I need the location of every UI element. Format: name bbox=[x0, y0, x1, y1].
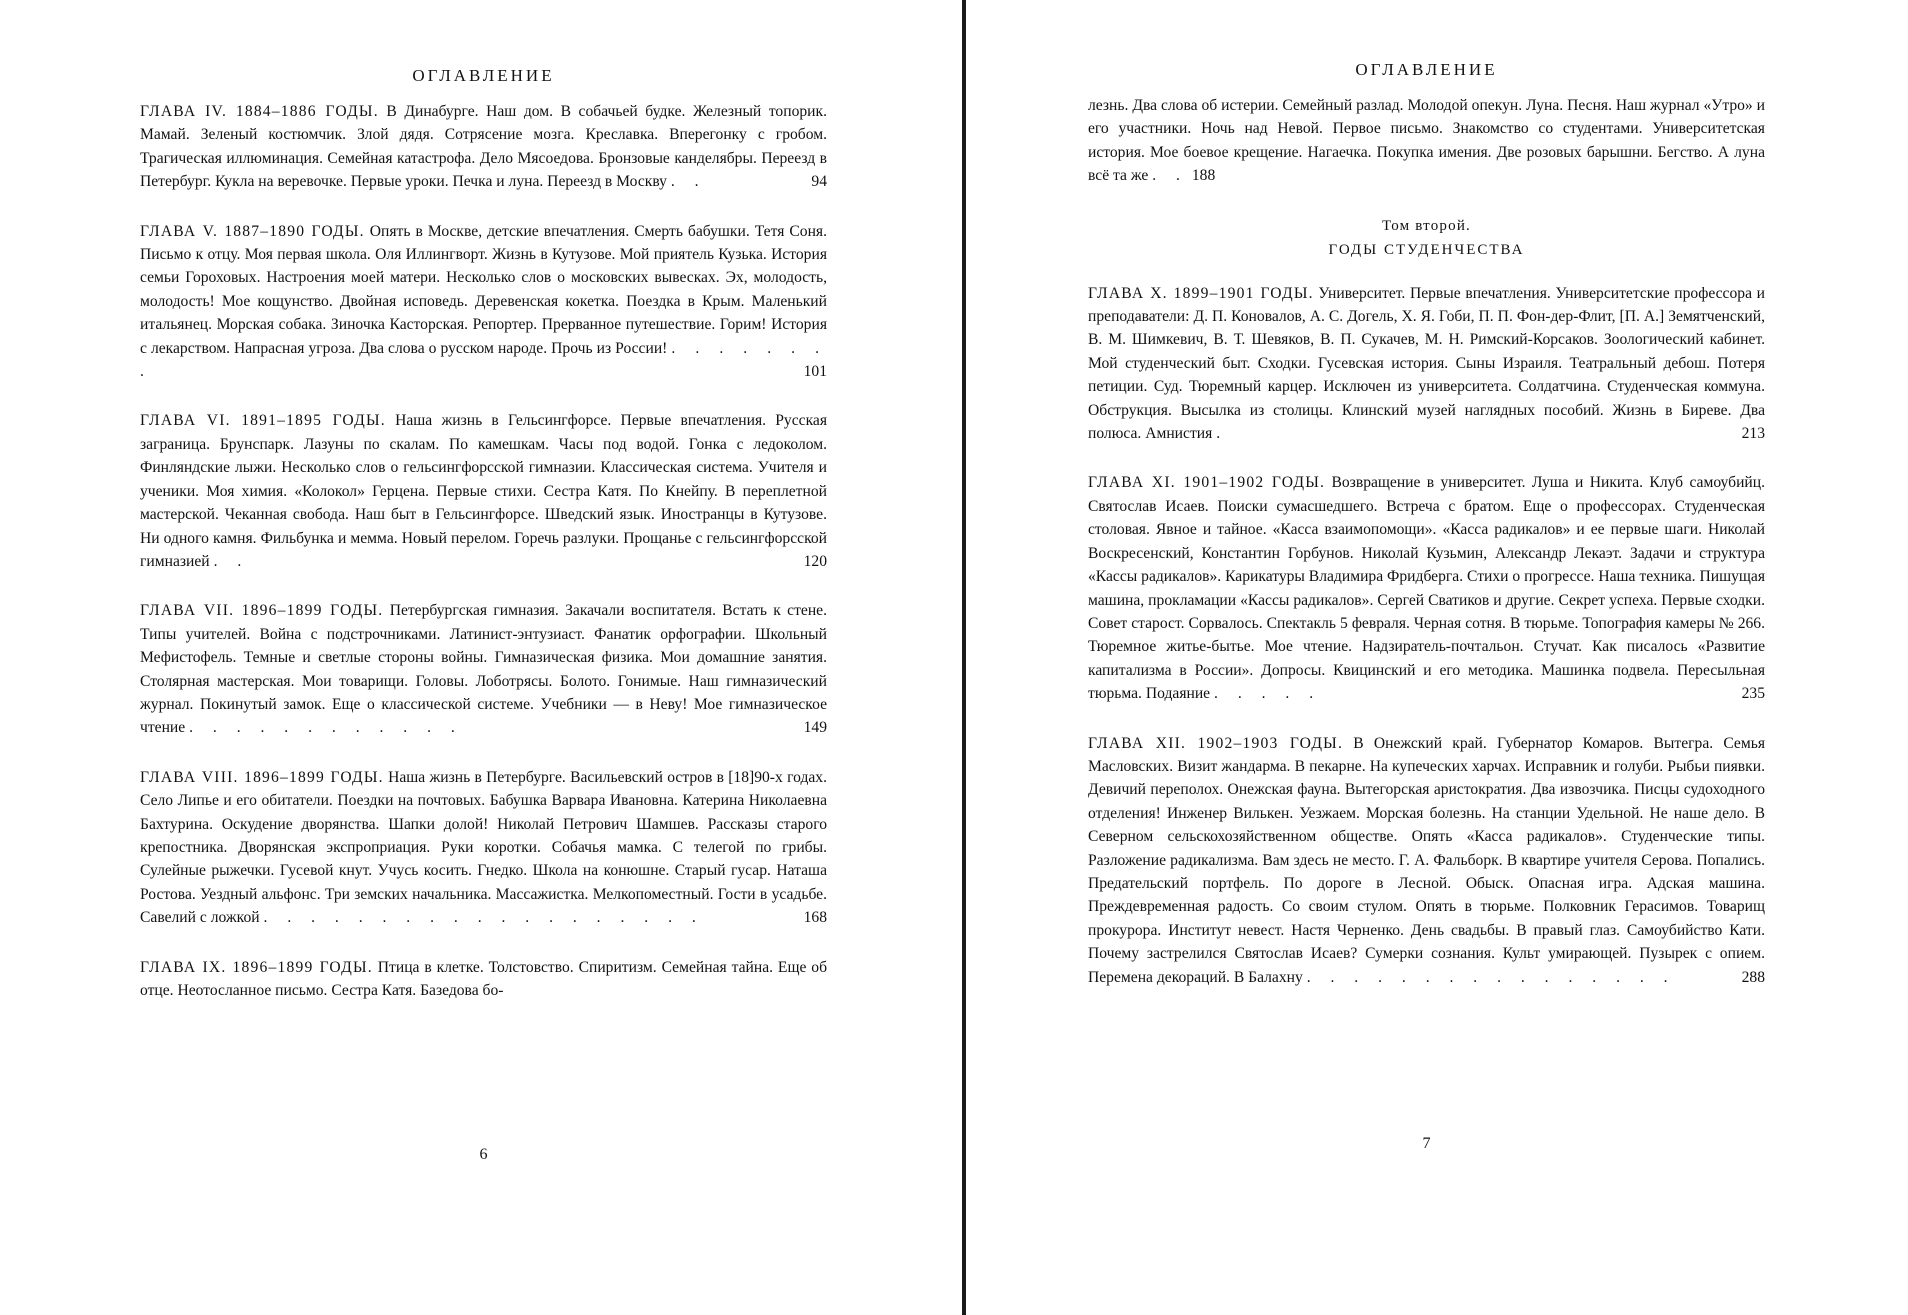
page-gutter bbox=[962, 0, 966, 1315]
toc-entry bbox=[140, 100, 827, 194]
chapter-contents: Возвращение в университет. Луша и Никита. Клуб самоубийц. Святослав Исаев. Поиски сумасшедшего. Встреча с братом. Еще о профессорах. Студенческая столовая. Явное и тайное. «Касса взаимопомощи». «Касса радикалов» и ее первые шаги. Николай Воскресенский, Константин Горбунов. Николай Кузьмин, Александр Лекаэт. Задачи и структура «Кассы радикалов». Карикатуры Владимира Фридберга. Стихи о прогрессе. Наша техника. Пишущая машина, прокламации «Кассы радикалов». Сергей Сватиков и другие. Секрет успеха. Первые сходки. Совет старост. Сорвалось. Спектакль 5 февраля. Черная сотня. В тюрьме. Топография камеры № 266. Тюремное житье-бытье. Мое чтение. Надзиратель-почтальон. Стучат. Как писалось «Развитие капитализма в России». Допросы. Квицинский и его методика. Машинка подвела. Пересыльная тюрьма. Подаяние bbox=[1088, 474, 1766, 703]
chapter-title: ГЛАВА XI. 1901–1902 ГОДЫ. bbox=[1088, 474, 1326, 492]
folio-number: 6 bbox=[479, 1146, 488, 1163]
toc-entry bbox=[1088, 282, 1765, 446]
page-number: 188 bbox=[1191, 167, 1216, 185]
leader-dots: . . . . . . . . . . . . bbox=[189, 719, 463, 737]
toc-entry bbox=[140, 599, 827, 739]
chapter-title: ГЛАВА VI. 1891–1895 ГОДЫ. bbox=[140, 412, 386, 430]
page-number: 101 bbox=[803, 363, 827, 381]
toc-entry-continuation bbox=[1088, 94, 1765, 188]
page-heading: ОГЛАВЛЕНИЕ bbox=[1355, 60, 1498, 79]
chapter-title: ГЛАВА VIII. 1896–1899 ГОДЫ. bbox=[140, 768, 384, 786]
volume-label: Том второй. bbox=[1381, 217, 1472, 234]
leader-dots: . bbox=[1216, 425, 1229, 443]
chapter-title: ГЛАВА IX. 1896–1899 ГОДЫ. bbox=[140, 958, 373, 976]
folio-number: 7 bbox=[1422, 1135, 1431, 1152]
page-number: 149 bbox=[803, 719, 827, 737]
chapter-contents: В Онежский край. Губернатор Комаров. Вытегра. Семья Масловских. Визит жандарма. В пекарне. На купеческих харчах. Исправник и голуби. Рыбьи пиявки. Девичий переполох. Онежская фауна. Вытегорская аристократия. Два извозчика. Писцы судоходного отделения! Инженер Вилькен. Уезжаем. Морская болезнь. На станции Удельной. Не наше дело. В Северном сельскохозяйственном обществе. Опять «Касса радикалов». Студенческие типы. Разложение радикализма. Вам здесь не место. Г. А. Фальборк. В квартире учителя Серова. Попались. Предательский портфель. По дороге в Лесной. Обыск. Опасная игра. Адская машина. Преждевременная радость. Со своим стулом. Опять в тюрьме. Полковник Герасимов. Товарищ прокурора. Институт невест. Настя Черненко. День свадьбы. В правый глаз. Самоубийство Кати. Почему застрелился Святослав Исаев? Сумерки сознания. Культ умирающей. Пузырек с опием. Перемена декораций. В Балахну bbox=[1088, 734, 1765, 986]
page-number: 288 bbox=[1741, 968, 1765, 986]
toc-entry bbox=[140, 220, 827, 384]
page-number: 168 bbox=[803, 909, 827, 927]
chapter-contents: Петербургская гимназия. Закачали воспитателя. Встать к стене. Типы учителей. Война с подстрочниками. Латинист-энтузиаст. Фанатик орфографии. Школьный Мефистофель. Темные и светлые стороны войны. Гимназическая физика. Мои домашние занятия. Столярная мастерская. Мои товарищи. Головы. Лоботрясы. Болото. Гонимые. Наш гимназический журнал. Покинутый замок. Еще о классической системе. Учебники — в Неву! Мое гимназическое чтение bbox=[140, 602, 827, 737]
leader-dots: . . bbox=[670, 173, 707, 191]
chapter-title: ГЛАВА VII. 1896–1899 ГОДЫ. bbox=[140, 602, 384, 620]
volume-subtitle: ГОДЫ СТУДЕНЧЕСТВА bbox=[1328, 241, 1525, 258]
leader-dots: . . . . . . . . bbox=[140, 339, 827, 381]
toc-column bbox=[140, 100, 827, 1028]
chapter-title: ГЛАВА IV. 1884–1886 ГОДЫ. bbox=[140, 103, 379, 120]
page-number: 120 bbox=[803, 552, 827, 570]
toc-entry bbox=[140, 409, 827, 573]
toc-entry bbox=[1088, 732, 1765, 989]
page-number: 213 bbox=[1741, 425, 1765, 443]
toc-entry bbox=[1088, 471, 1765, 705]
leader-dots: . . . . . . . . . . . . . . . . . . . bbox=[263, 909, 704, 927]
chapter-contents: Птица в клетке. Толстовство. Спиритизм. Семейная тайна. Еще об отце. Неотосланное письмо. Сестра Катя. Базедова бо- bbox=[140, 958, 828, 999]
leader-dots: . . . . . bbox=[1214, 685, 1322, 703]
chapter-contents: Университет. Первые впечатления. Университетские профессора и преподаватели: Д. П. Коновалов, А. С. Догель, Х. Я. Гоби, П. П. Фон-дер-Флит, [П. А.] Земятченский, В. М. Шимкевич, В. Т. Шевяков, В. П. Сукачев, М. Н. Римский-Корсаков. Зоологический кабинет. Мой студенческий быт. Сходки. Гусевская история. Сыны Израиля. Театральный дебош. Потеря петиции. Суд. Тюремный карцер. Исключен из университета. Солдатчина. Студенческая коммуна. Обструкция. Высылка из столицы. Клинский музей наглядных пособий. Жизнь в Биреве. Два полюса. Амнистия bbox=[1088, 284, 1765, 443]
chapter-contents: Опять в Москве, детские впечатления. Смерть бабушки. Тетя Соня. Письмо к отцу. Моя первая школа. Оля Иллингворт. Жизнь в Кутузове. Мой приятель Кузька. История семьи Гороховых. Настроения моей матери. Несколько слов о московских вывесках. Эх, молодость, молодость! Мое кощунство. Двойная исповедь. Деревенская кокетка. Поездка в Крым. Маленький итальянец. Морская собака. Зиночка Касторская. Репортер. Прерванное путешествие. Горим! История с лекарством. Напрасная угроза. Два слова о русском народе. Прочь из России! bbox=[140, 222, 828, 357]
chapter-contents: В Динабурге. Наш дом. В собачьей будке. Железный топорик. Мамай. Зеленый костюмчик. Злой дядя. Сотрясение мозга. Креславка. Вперегонку с гробом. Трагическая иллюминация. Семейная катастрофа. Дело Мясоедова. Бронзовые канделябры. Переезд в Петербург. Кукла на веревочке. Первые уроки. Печка и луна. Переезд в Москву bbox=[140, 103, 827, 191]
page-number: 94 bbox=[811, 173, 827, 191]
leader-dots: . . bbox=[1152, 167, 1188, 185]
toc-entry bbox=[140, 956, 827, 1003]
chapter-contents: Наша жизнь в Петербурге. Васильевский остров в [18]90-х годах. Село Липье и его обитатели. Поездки на почтовых. Бабушка Варвара Ивановна. Катерина Николаевна Бахтурина. Оскудение дворянства. Шапки долой! Николай Петрович Шамшев. Рассказы старого крепостника. Дворянская экспроприация. Руки коротки. Собачья мамка. С телегой по грибы. Сулейные рыжечки. Гусевой кнут. Учусь косить. Гнедко. Школа на конюшне. Старый гусар. Наташа Ростова. Уездный альфонс. Три земских начальника. Массажистка. Мелкопоместный. Гости в усадьбе. Савелий с ложкой bbox=[140, 768, 827, 927]
toc-column bbox=[1088, 94, 1765, 1015]
chapter-title: ГЛАВА X. 1899–1901 ГОДЫ. bbox=[1088, 284, 1314, 302]
leader-dots: . . . . . . . . . . . . . . . . bbox=[1306, 968, 1676, 986]
page-number: 235 bbox=[1741, 685, 1765, 703]
toc-entry bbox=[140, 766, 827, 930]
volume-heading bbox=[1088, 214, 1765, 262]
chapter-contents: лезнь. Два слова об истерии. Семейный разлад. Молодой опекун. Луна. Песня. Наш журнал «Утро» и его участники. Ночь над Невой. Первое письмо. Знакомство со студентами. Университетская история. Мое боевое крещение. Нагаечка. Покупка имения. Две розовых барышни. Бегство. А луна всё та же bbox=[1088, 97, 1765, 185]
page-heading: ОГЛАВЛЕНИЕ bbox=[412, 66, 555, 85]
chapter-title: ГЛАВА V. 1887–1890 ГОДЫ. bbox=[140, 222, 365, 240]
right-page bbox=[968, 0, 1908, 1315]
chapter-contents: Наша жизнь в Гельсингфорсе. Первые впечатления. Русская заграница. Брунспарк. Лазуны по скалам. По камешкам. Часы под водой. Гонка с ледоколом. Финляндские лыжи. Несколько слов о гельсингфорсской гимназии. Классическая система. Учителя и ученики. Моя химия. «Колокол» Герцена. Первые стихи. Сестра Катя. По Кнейпу. В переплетной мастерской. Чеканная свобода. Наш быт в Гельсингфорсе. Шведский язык. Иностранцы в Кутузове. Ни одного камня. Фильбунка и мемма. Новый перелом. Горечь разлуки. Прощанье с гельсингфорсской гимназией bbox=[140, 412, 828, 570]
chapter-title: ГЛАВА XII. 1902–1903 ГОДЫ. bbox=[1088, 734, 1344, 752]
leader-dots: . . bbox=[213, 552, 250, 570]
